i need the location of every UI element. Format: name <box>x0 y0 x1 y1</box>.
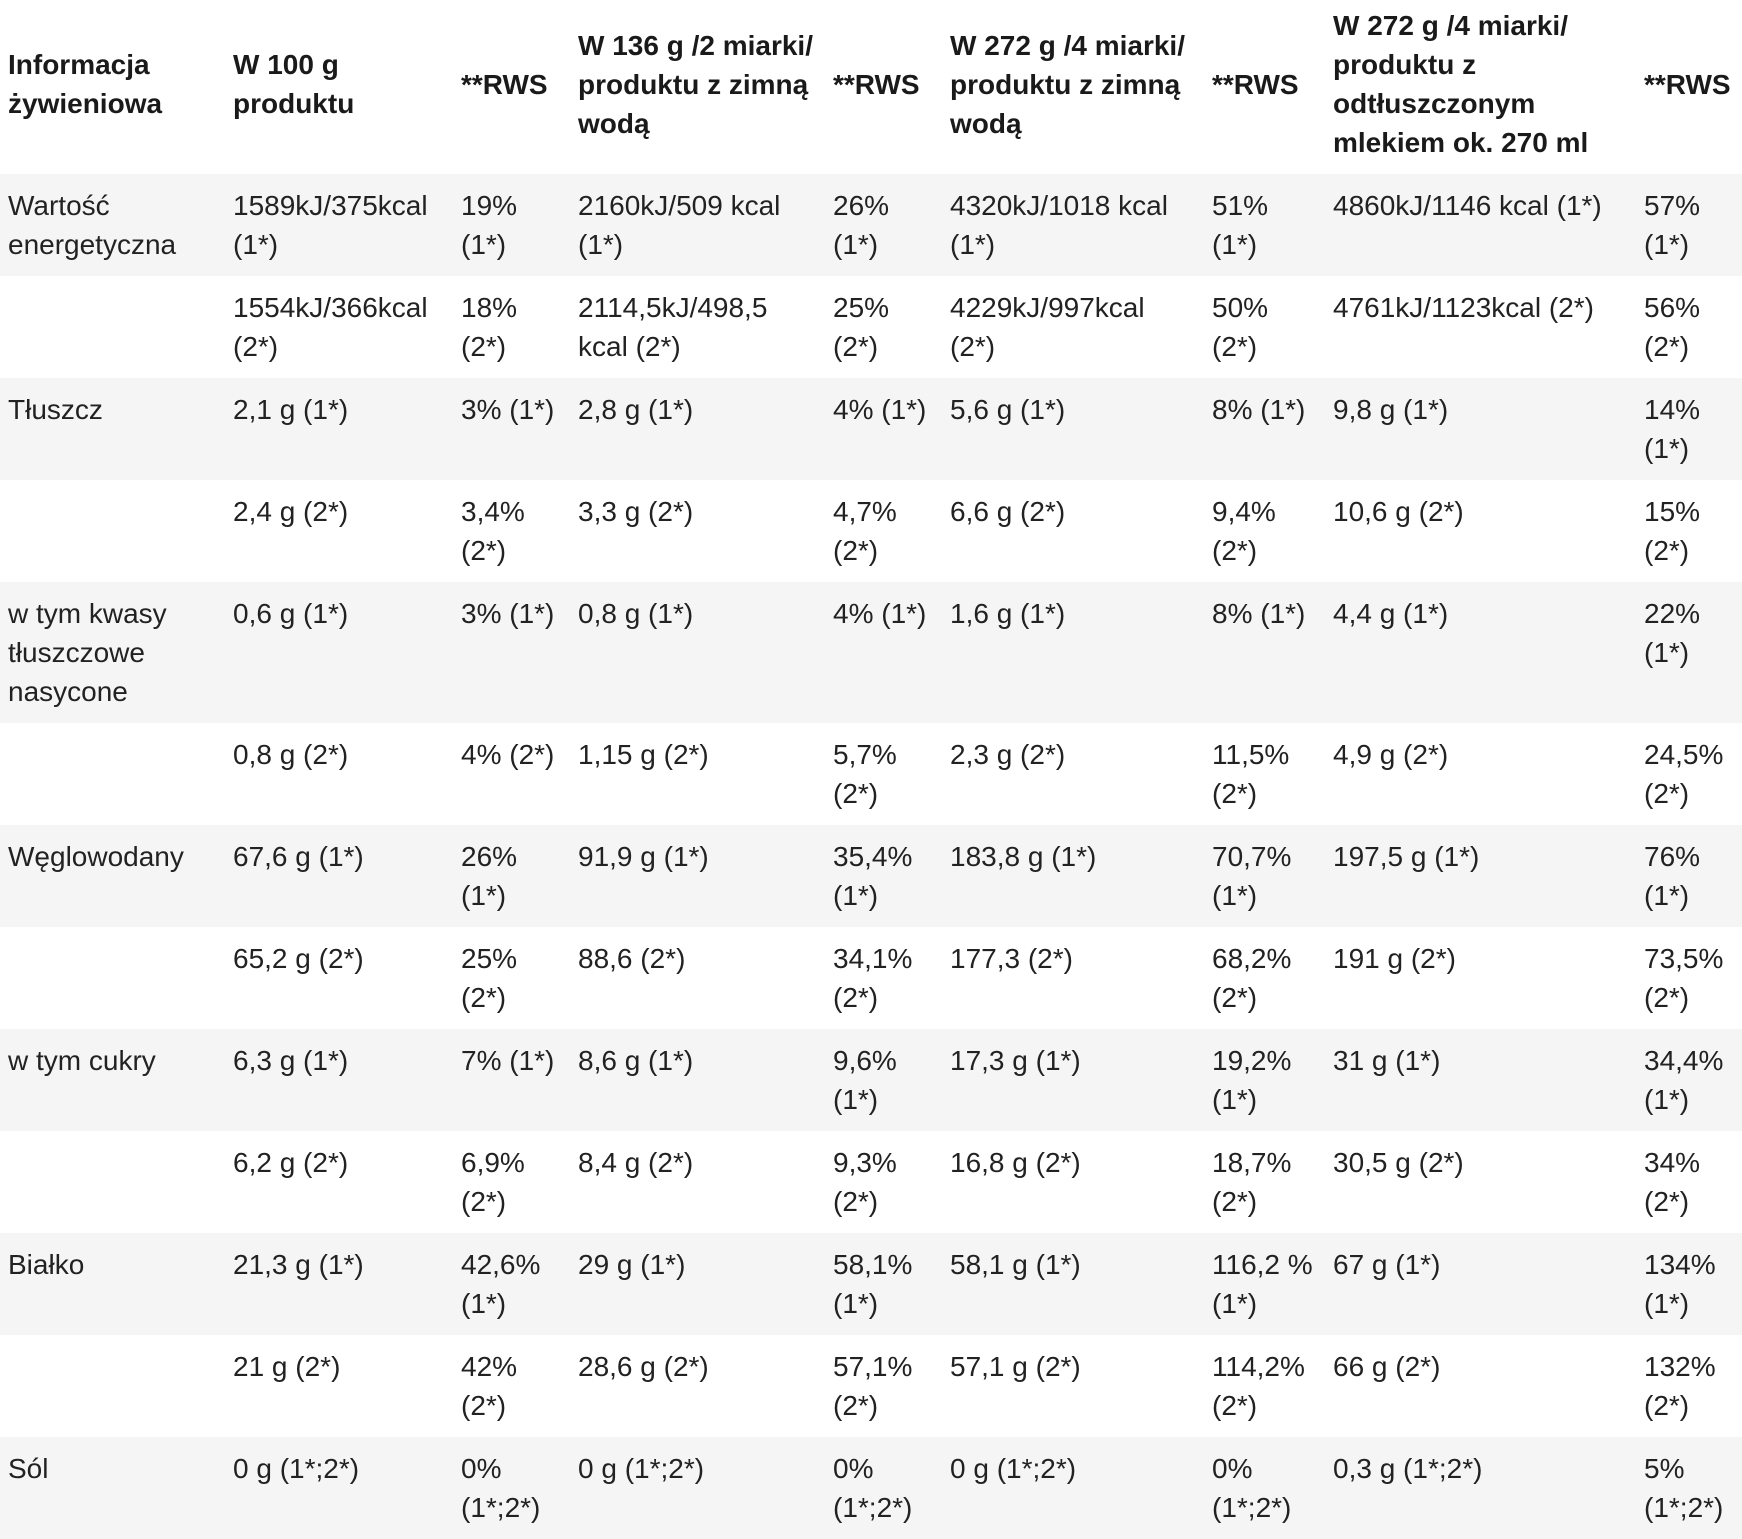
cell-per-100g: 2,1 g (1*) <box>225 378 453 480</box>
cell-per-100g: 1554kJ/366kcal (2*) <box>225 276 453 378</box>
cell-per-272g-water: 58,1 g (1*) <box>942 1233 1204 1335</box>
cell-rws-4: 76% (1*) <box>1636 825 1742 927</box>
cell-per-272g-milk: 67 g (1*) <box>1325 1233 1636 1335</box>
cell-per-136g-water: 88,6 (2*) <box>570 927 825 1029</box>
cell-rws-2: 25% (2*) <box>825 276 942 378</box>
cell-per-272g-water: 4320kJ/1018 kcal (1*) <box>942 174 1204 276</box>
cell-per-136g-water: 8,6 g (1*) <box>570 1029 825 1131</box>
table-row <box>0 1335 1742 1437</box>
cell-rws-4: 5% (1*;2*) <box>1636 1437 1742 1539</box>
cell-per-136g-water: 29 g (1*) <box>570 1233 825 1335</box>
cell-rws-2: 58,1% (1*) <box>825 1233 942 1335</box>
cell-nutrient: w tym kwasy tłuszczowe nasycone <box>0 582 225 723</box>
cell-per-272g-water: 0 g (1*;2*) <box>942 1437 1204 1539</box>
cell-rws-4: 14% (1*) <box>1636 378 1742 480</box>
cell-rws-4: 15% (2*) <box>1636 480 1742 582</box>
cell-rws-1: 3,4% (2*) <box>453 480 570 582</box>
cell-rws-3: 51% (1*) <box>1204 174 1325 276</box>
cell-per-272g-milk: 4,9 g (2*) <box>1325 723 1636 825</box>
cell-rws-3: 116,2 % (1*) <box>1204 1233 1325 1335</box>
cell-rws-3: 11,5% (2*) <box>1204 723 1325 825</box>
cell-per-100g: 6,3 g (1*) <box>225 1029 453 1131</box>
header-per-136g-water: W 136 g /2 miarki/ produktu z zimną wodą <box>570 0 825 174</box>
cell-per-272g-water: 5,6 g (1*) <box>942 378 1204 480</box>
cell-rws-2: 9,3% (2*) <box>825 1131 942 1233</box>
table-row <box>0 927 1742 1029</box>
cell-rws-3: 19,2% (1*) <box>1204 1029 1325 1131</box>
cell-per-136g-water: 2114,5kJ/498,5 kcal (2*) <box>570 276 825 378</box>
cell-rws-3: 68,2% (2*) <box>1204 927 1325 1029</box>
cell-per-272g-milk: 30,5 g (2*) <box>1325 1131 1636 1233</box>
cell-nutrient: Białko <box>0 1233 225 1335</box>
cell-nutrient <box>0 276 225 378</box>
header-rws-3: **RWS <box>1204 0 1325 174</box>
table-row <box>0 582 1742 723</box>
cell-per-136g-water: 91,9 g (1*) <box>570 825 825 927</box>
table-row <box>0 1029 1742 1131</box>
cell-per-136g-water: 1,15 g (2*) <box>570 723 825 825</box>
cell-rws-1: 6,9% (2*) <box>453 1131 570 1233</box>
cell-rws-2: 4% (1*) <box>825 378 942 480</box>
cell-per-100g: 0 g (1*;2*) <box>225 1437 453 1539</box>
cell-rws-4: 34,4% (1*) <box>1636 1029 1742 1131</box>
table-row <box>0 174 1742 276</box>
cell-per-272g-water: 1,6 g (1*) <box>942 582 1204 723</box>
cell-nutrient: w tym cukry <box>0 1029 225 1131</box>
cell-rws-1: 18% (2*) <box>453 276 570 378</box>
cell-per-272g-water: 4229kJ/997kcal (2*) <box>942 276 1204 378</box>
cell-rws-1: 4% (2*) <box>453 723 570 825</box>
cell-per-100g: 21 g (2*) <box>225 1335 453 1437</box>
table-row <box>0 1233 1742 1335</box>
cell-rws-3: 9,4% (2*) <box>1204 480 1325 582</box>
cell-rws-1: 26% (1*) <box>453 825 570 927</box>
cell-per-272g-water: 177,3 (2*) <box>942 927 1204 1029</box>
cell-rws-4: 132% (2*) <box>1636 1335 1742 1437</box>
table-row <box>0 1437 1742 1539</box>
cell-per-100g: 2,4 g (2*) <box>225 480 453 582</box>
cell-nutrient <box>0 1335 225 1437</box>
cell-rws-2: 9,6% (1*) <box>825 1029 942 1131</box>
cell-per-136g-water: 28,6 g (2*) <box>570 1335 825 1437</box>
cell-rws-3: 70,7% (1*) <box>1204 825 1325 927</box>
cell-rws-3: 18,7% (2*) <box>1204 1131 1325 1233</box>
cell-per-272g-milk: 4761kJ/1123kcal (2*) <box>1325 276 1636 378</box>
table-header-row <box>0 0 1742 174</box>
table-row <box>0 276 1742 378</box>
cell-rws-2: 35,4% (1*) <box>825 825 942 927</box>
cell-per-272g-water: 183,8 g (1*) <box>942 825 1204 927</box>
cell-per-100g: 0,6 g (1*) <box>225 582 453 723</box>
table-row <box>0 1131 1742 1233</box>
cell-rws-1: 19% (1*) <box>453 174 570 276</box>
cell-per-100g: 1589kJ/375kcal (1*) <box>225 174 453 276</box>
cell-per-136g-water: 2,8 g (1*) <box>570 378 825 480</box>
cell-per-100g: 6,2 g (2*) <box>225 1131 453 1233</box>
cell-per-272g-water: 57,1 g (2*) <box>942 1335 1204 1437</box>
cell-per-272g-water: 17,3 g (1*) <box>942 1029 1204 1131</box>
cell-nutrient: Tłuszcz <box>0 378 225 480</box>
cell-per-100g: 67,6 g (1*) <box>225 825 453 927</box>
cell-rws-2: 26% (1*) <box>825 174 942 276</box>
cell-per-272g-milk: 197,5 g (1*) <box>1325 825 1636 927</box>
cell-rws-2: 4% (1*) <box>825 582 942 723</box>
cell-nutrient <box>0 1131 225 1233</box>
cell-rws-1: 0% (1*;2*) <box>453 1437 570 1539</box>
cell-per-100g: 65,2 g (2*) <box>225 927 453 1029</box>
cell-per-272g-milk: 0,3 g (1*;2*) <box>1325 1437 1636 1539</box>
cell-rws-2: 0% (1*;2*) <box>825 1437 942 1539</box>
cell-rws-1: 3% (1*) <box>453 582 570 723</box>
cell-nutrient: Wartość energetyczna <box>0 174 225 276</box>
cell-rws-3: 8% (1*) <box>1204 582 1325 723</box>
cell-per-136g-water: 8,4 g (2*) <box>570 1131 825 1233</box>
cell-rws-1: 42,6% (1*) <box>453 1233 570 1335</box>
cell-per-272g-water: 2,3 g (2*) <box>942 723 1204 825</box>
cell-rws-2: 57,1% (2*) <box>825 1335 942 1437</box>
cell-rws-4: 22% (1*) <box>1636 582 1742 723</box>
cell-per-136g-water: 3,3 g (2*) <box>570 480 825 582</box>
cell-per-272g-milk: 10,6 g (2*) <box>1325 480 1636 582</box>
cell-rws-1: 25% (2*) <box>453 927 570 1029</box>
cell-per-100g: 21,3 g (1*) <box>225 1233 453 1335</box>
table-row <box>0 480 1742 582</box>
cell-rws-1: 7% (1*) <box>453 1029 570 1131</box>
cell-nutrient <box>0 927 225 1029</box>
cell-per-272g-milk: 66 g (2*) <box>1325 1335 1636 1437</box>
cell-rws-3: 8% (1*) <box>1204 378 1325 480</box>
table-row <box>0 378 1742 480</box>
cell-rws-4: 24,5% (2*) <box>1636 723 1742 825</box>
cell-per-272g-milk: 4,4 g (1*) <box>1325 582 1636 723</box>
cell-per-136g-water: 0 g (1*;2*) <box>570 1437 825 1539</box>
cell-nutrient: Sól <box>0 1437 225 1539</box>
cell-rws-3: 0% (1*;2*) <box>1204 1437 1325 1539</box>
cell-rws-4: 57% (1*) <box>1636 174 1742 276</box>
header-rws-2: **RWS <box>825 0 942 174</box>
header-per-272g-water: W 272 g /4 miarki/ produktu z zimną wodą <box>942 0 1204 174</box>
cell-rws-4: 56% (2*) <box>1636 276 1742 378</box>
cell-rws-4: 73,5% (2*) <box>1636 927 1742 1029</box>
cell-per-100g: 0,8 g (2*) <box>225 723 453 825</box>
cell-rws-4: 34% (2*) <box>1636 1131 1742 1233</box>
cell-per-272g-milk: 9,8 g (1*) <box>1325 378 1636 480</box>
cell-rws-4: 134% (1*) <box>1636 1233 1742 1335</box>
cell-per-272g-water: 16,8 g (2*) <box>942 1131 1204 1233</box>
header-nutrition-info: Informacja żywieniowa <box>0 0 225 174</box>
table-row <box>0 825 1742 927</box>
cell-per-272g-milk: 191 g (2*) <box>1325 927 1636 1029</box>
cell-per-136g-water: 2160kJ/509 kcal (1*) <box>570 174 825 276</box>
cell-per-272g-water: 6,6 g (2*) <box>942 480 1204 582</box>
cell-nutrient <box>0 723 225 825</box>
table-body <box>0 174 1742 1539</box>
table-row <box>0 723 1742 825</box>
cell-rws-1: 42% (2*) <box>453 1335 570 1437</box>
cell-per-272g-milk: 4860kJ/1146 kcal (1*) <box>1325 174 1636 276</box>
cell-rws-2: 5,7% (2*) <box>825 723 942 825</box>
cell-rws-1: 3% (1*) <box>453 378 570 480</box>
cell-nutrient <box>0 480 225 582</box>
cell-rws-3: 114,2% (2*) <box>1204 1335 1325 1437</box>
cell-per-272g-milk: 31 g (1*) <box>1325 1029 1636 1131</box>
header-rws-4: **RWS <box>1636 0 1742 174</box>
cell-rws-2: 34,1% (2*) <box>825 927 942 1029</box>
cell-rws-3: 50% (2*) <box>1204 276 1325 378</box>
cell-rws-2: 4,7% (2*) <box>825 480 942 582</box>
header-per-100g: W 100 g produktu <box>225 0 453 174</box>
cell-per-136g-water: 0,8 g (1*) <box>570 582 825 723</box>
cell-nutrient: Węglowodany <box>0 825 225 927</box>
header-rws-1: **RWS <box>453 0 570 174</box>
header-per-272g-milk: W 272 g /4 miarki/ produktu z odtłuszczonym mlekiem ok. 270 ml <box>1325 0 1636 174</box>
